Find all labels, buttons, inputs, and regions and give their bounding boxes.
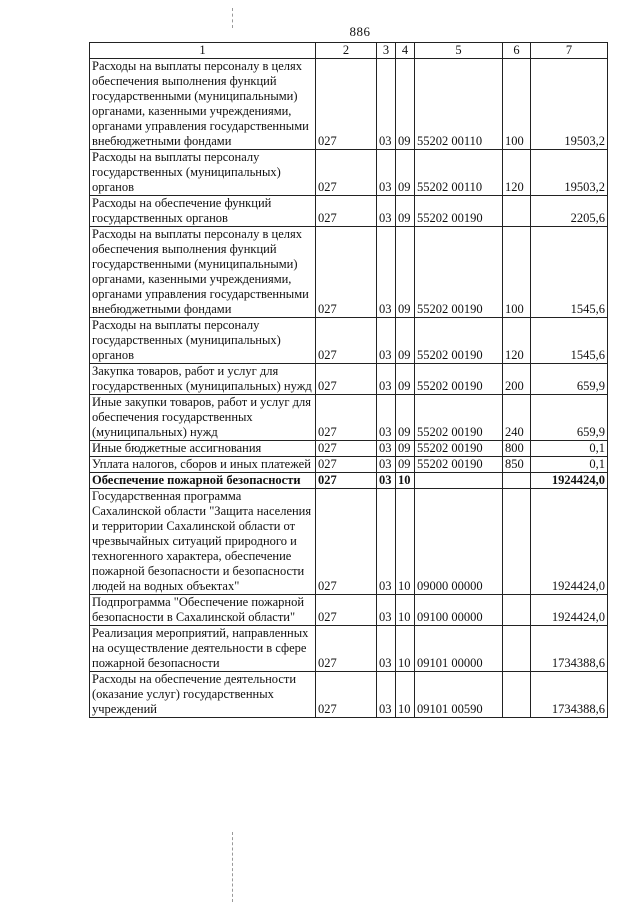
row-ministry-code: 027: [316, 227, 377, 318]
row-amount: 19503,2: [531, 59, 608, 150]
row-ministry-code: 027: [316, 318, 377, 364]
row-subsection: 09: [396, 395, 415, 441]
row-ministry-code: 027: [316, 473, 377, 489]
row-section: 03: [377, 595, 396, 626]
row-expense-type: [503, 473, 531, 489]
table-row: [90, 672, 608, 718]
table-row: [90, 473, 608, 489]
row-expense-type: 200: [503, 364, 531, 395]
row-subsection: 09: [396, 364, 415, 395]
table-row: [90, 626, 608, 672]
header-col-7: 7: [531, 43, 608, 59]
row-section: 03: [377, 489, 396, 595]
row-expense-type: 800: [503, 441, 531, 457]
row-section: 03: [377, 196, 396, 227]
row-section: 03: [377, 395, 396, 441]
row-target-article: 09101 00590: [415, 672, 503, 718]
row-ministry-code: 027: [316, 59, 377, 150]
row-expense-type: 100: [503, 227, 531, 318]
table-row: [90, 595, 608, 626]
row-expense-type: [503, 489, 531, 595]
row-subsection: 09: [396, 318, 415, 364]
header-col-6: 6: [503, 43, 531, 59]
header-col-1: 1: [90, 43, 316, 59]
row-amount: 2205,6: [531, 196, 608, 227]
row-amount: 659,9: [531, 364, 608, 395]
row-name: Подпрограмма "Обеспечение пожарной безопасности в Сахалинской области": [90, 595, 316, 626]
row-name: Государственная программа Сахалинской области "Защита населения и территории Сахалинской области от чрезвычайных ситуаций природного и техногенного характера, обеспечение пожарной безопасности и безопасности людей на водных объектах": [90, 489, 316, 595]
row-expense-type: 120: [503, 318, 531, 364]
crop-mark-top: [232, 8, 233, 28]
table-row: [90, 395, 608, 441]
row-name: Расходы на выплаты персоналу в целях обеспечения выполнения функций государственными (муниципальными) органами, казенными учреждениями, органами управления государственными внебюджетными фондами: [90, 59, 316, 150]
page-number: 886: [349, 24, 371, 39]
row-subsection: 09: [396, 441, 415, 457]
row-name: Обеспечение пожарной безопасности: [90, 473, 316, 489]
row-target-article: 09101 00000: [415, 626, 503, 672]
row-target-article: 55202 00190: [415, 364, 503, 395]
row-subsection: 09: [396, 150, 415, 196]
row-ministry-code: 027: [316, 441, 377, 457]
row-target-article: 55202 00190: [415, 227, 503, 318]
table-row: [90, 150, 608, 196]
row-expense-type: [503, 626, 531, 672]
row-ministry-code: 027: [316, 595, 377, 626]
row-subsection: 09: [396, 196, 415, 227]
row-ministry-code: 027: [316, 150, 377, 196]
row-subsection: 10: [396, 626, 415, 672]
row-section: 03: [377, 441, 396, 457]
row-expense-type: [503, 595, 531, 626]
row-amount: 1545,6: [531, 318, 608, 364]
row-subsection: 10: [396, 672, 415, 718]
row-target-article: 55202 00190: [415, 196, 503, 227]
row-name: Иные бюджетные ассигнования: [90, 441, 316, 457]
row-section: 03: [377, 473, 396, 489]
row-name: Расходы на выплаты персоналу в целях обеспечения выполнения функций государственными (муниципальными) органами, казенными учреждениями, органами управления государственными внебюджетными фондами: [90, 227, 316, 318]
row-target-article: 55202 00110: [415, 59, 503, 150]
table-row: [90, 227, 608, 318]
row-target-article: 55202 00110: [415, 150, 503, 196]
header-col-3: 3: [377, 43, 396, 59]
row-amount: 1924424,0: [531, 595, 608, 626]
row-ministry-code: 027: [316, 364, 377, 395]
row-target-article: 55202 00190: [415, 457, 503, 473]
header-col-4: 4: [396, 43, 415, 59]
budget-table: [89, 42, 608, 718]
row-section: 03: [377, 626, 396, 672]
row-subsection: 09: [396, 59, 415, 150]
row-ministry-code: 027: [316, 489, 377, 595]
row-amount: 0,1: [531, 457, 608, 473]
table-row: [90, 457, 608, 473]
row-name: Закупка товаров, работ и услуг для государственных (муниципальных) нужд: [90, 364, 316, 395]
table-row: [90, 196, 608, 227]
table-row: [90, 441, 608, 457]
row-name: Расходы на обеспечение деятельности (оказание услуг) государственных учреждений: [90, 672, 316, 718]
row-subsection: 10: [396, 489, 415, 595]
row-name: Расходы на выплаты персоналу государственных (муниципальных) органов: [90, 150, 316, 196]
table-row: [90, 364, 608, 395]
row-amount: 0,1: [531, 441, 608, 457]
row-section: 03: [377, 150, 396, 196]
row-expense-type: 120: [503, 150, 531, 196]
row-subsection: 10: [396, 595, 415, 626]
table-row: [90, 59, 608, 150]
row-ministry-code: 027: [316, 672, 377, 718]
row-section: 03: [377, 59, 396, 150]
header-col-5: 5: [415, 43, 503, 59]
row-expense-type: 850: [503, 457, 531, 473]
row-subsection: 09: [396, 227, 415, 318]
row-amount: 1924424,0: [531, 473, 608, 489]
row-target-article: 55202 00190: [415, 441, 503, 457]
row-target-article: 55202 00190: [415, 395, 503, 441]
header-col-2: 2: [316, 43, 377, 59]
row-section: 03: [377, 318, 396, 364]
row-section: 03: [377, 364, 396, 395]
row-amount: 19503,2: [531, 150, 608, 196]
row-target-article: 09100 00000: [415, 595, 503, 626]
row-section: 03: [377, 227, 396, 318]
header-row: [90, 43, 608, 59]
row-ministry-code: 027: [316, 626, 377, 672]
row-amount: 1734388,6: [531, 672, 608, 718]
row-target-article: 55202 00190: [415, 318, 503, 364]
row-target-article: [415, 473, 503, 489]
row-name: Расходы на обеспечение функций государственных органов: [90, 196, 316, 227]
row-expense-type: 100: [503, 59, 531, 150]
table-row: [90, 489, 608, 595]
row-section: 03: [377, 457, 396, 473]
row-ministry-code: 027: [316, 196, 377, 227]
table-row: [90, 318, 608, 364]
row-section: 03: [377, 672, 396, 718]
row-amount: 1924424,0: [531, 489, 608, 595]
row-amount: 659,9: [531, 395, 608, 441]
row-name: Реализация мероприятий, направленных на осуществление деятельности в сфере пожарной безопасности: [90, 626, 316, 672]
row-ministry-code: 027: [316, 395, 377, 441]
row-ministry-code: 027: [316, 457, 377, 473]
row-name: Уплата налогов, сборов и иных платежей: [90, 457, 316, 473]
row-expense-type: [503, 196, 531, 227]
row-expense-type: 240: [503, 395, 531, 441]
crop-mark-bottom: [232, 832, 233, 902]
row-amount: 1545,6: [531, 227, 608, 318]
row-target-article: 09000 00000: [415, 489, 503, 595]
row-subsection: 10: [396, 473, 415, 489]
row-amount: 1734388,6: [531, 626, 608, 672]
row-name: Иные закупки товаров, работ и услуг для обеспечения государственных (муниципальных) нужд: [90, 395, 316, 441]
row-expense-type: [503, 672, 531, 718]
row-name: Расходы на выплаты персоналу государственных (муниципальных) органов: [90, 318, 316, 364]
row-subsection: 09: [396, 457, 415, 473]
